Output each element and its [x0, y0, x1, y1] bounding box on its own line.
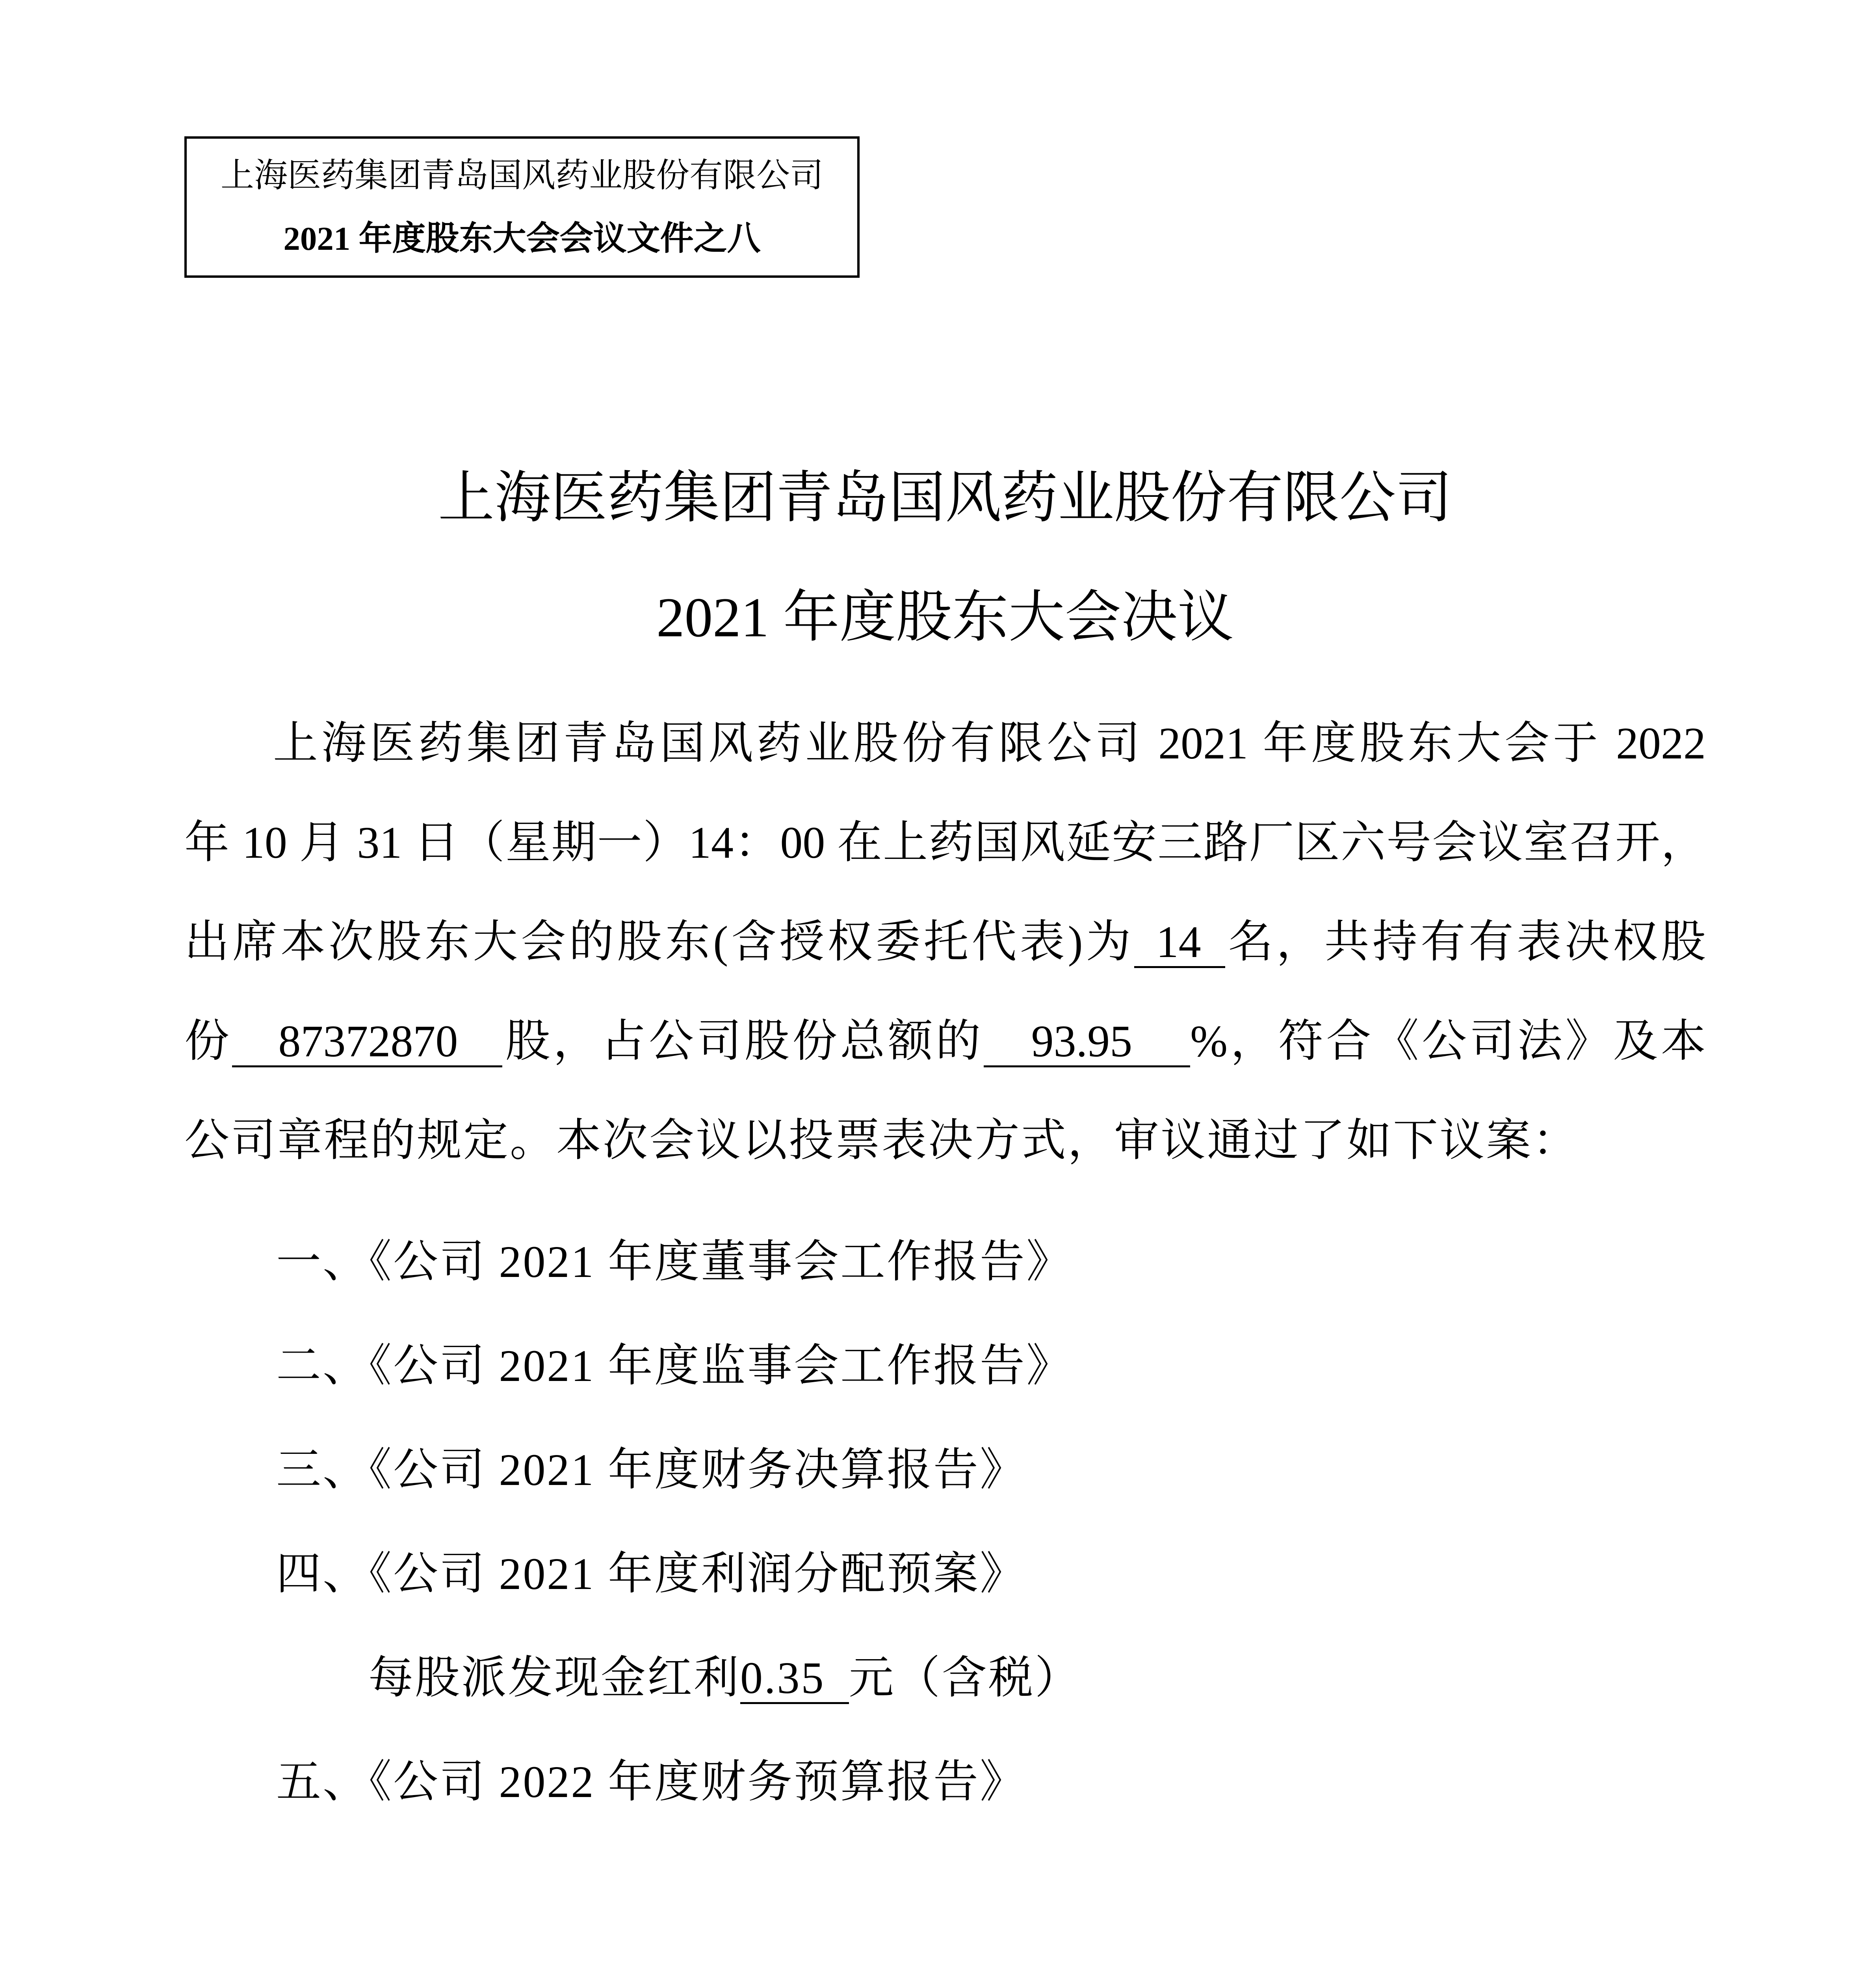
box-company-name: 上海医药集团青岛国风药业股份有限公司: [220, 157, 823, 194]
intro-line-3: [184, 892, 1706, 992]
dividend-amount: 0.35: [740, 1654, 849, 1704]
intro-line-5: 公司章程的规定。本次会议以投票表决方式，审议通过了如下议案：: [184, 1115, 1579, 1165]
intro-line-2: 年 10 月 31 日（星期一）14：00 在上药国风延安三路厂区六号会议室召开，: [184, 818, 1706, 868]
proposal-item: 三、《公司 2021 年度财务决算报告》: [276, 1445, 1027, 1495]
dividend-line: [368, 1628, 1081, 1728]
attendee-count: 14: [1134, 918, 1225, 968]
document-label-box: [184, 136, 860, 278]
intro-line-3-before: 出席本次股东大会的股东(含授权委托代表)为: [184, 917, 1134, 967]
intro-line-4-middle: 股，占公司股份总额的: [502, 1016, 984, 1066]
intro-line-4-before: 份: [184, 1016, 232, 1066]
intro-line-4-after: %，符合《公司法》及本: [1190, 1016, 1706, 1066]
proposal-item: 五、《公司 2022 年度财务预算报告》: [276, 1757, 1027, 1807]
proposal-item: 四、《公司 2021 年度利润分配预案》: [276, 1549, 1027, 1599]
dividend-label: 每股派发现金红利: [368, 1653, 741, 1703]
intro-line-3-after: 名，共持有有表决权股: [1225, 917, 1706, 967]
title-heading: 2021 年度股东大会决议: [656, 586, 1234, 649]
share-percentage: 93.95: [984, 1017, 1191, 1067]
intro-line-4: [184, 992, 1706, 1091]
proposal-item: 二、《公司 2021 年度监事会工作报告》: [276, 1341, 1073, 1391]
proposal-item: 一、《公司 2021 年度董事会工作报告》: [276, 1237, 1073, 1287]
voting-shares: 87372870: [232, 1017, 502, 1067]
title-company-name: 上海医药集团青岛国风药业股份有限公司: [438, 467, 1452, 529]
box-document-label: 2021 年度股东大会会议文件之八: [283, 220, 761, 257]
dividend-unit: 元（含税）: [849, 1653, 1081, 1703]
intro-line-1: 上海医药集团青岛国风药业股份有限公司 2021 年度股东大会于 2022: [273, 718, 1706, 768]
